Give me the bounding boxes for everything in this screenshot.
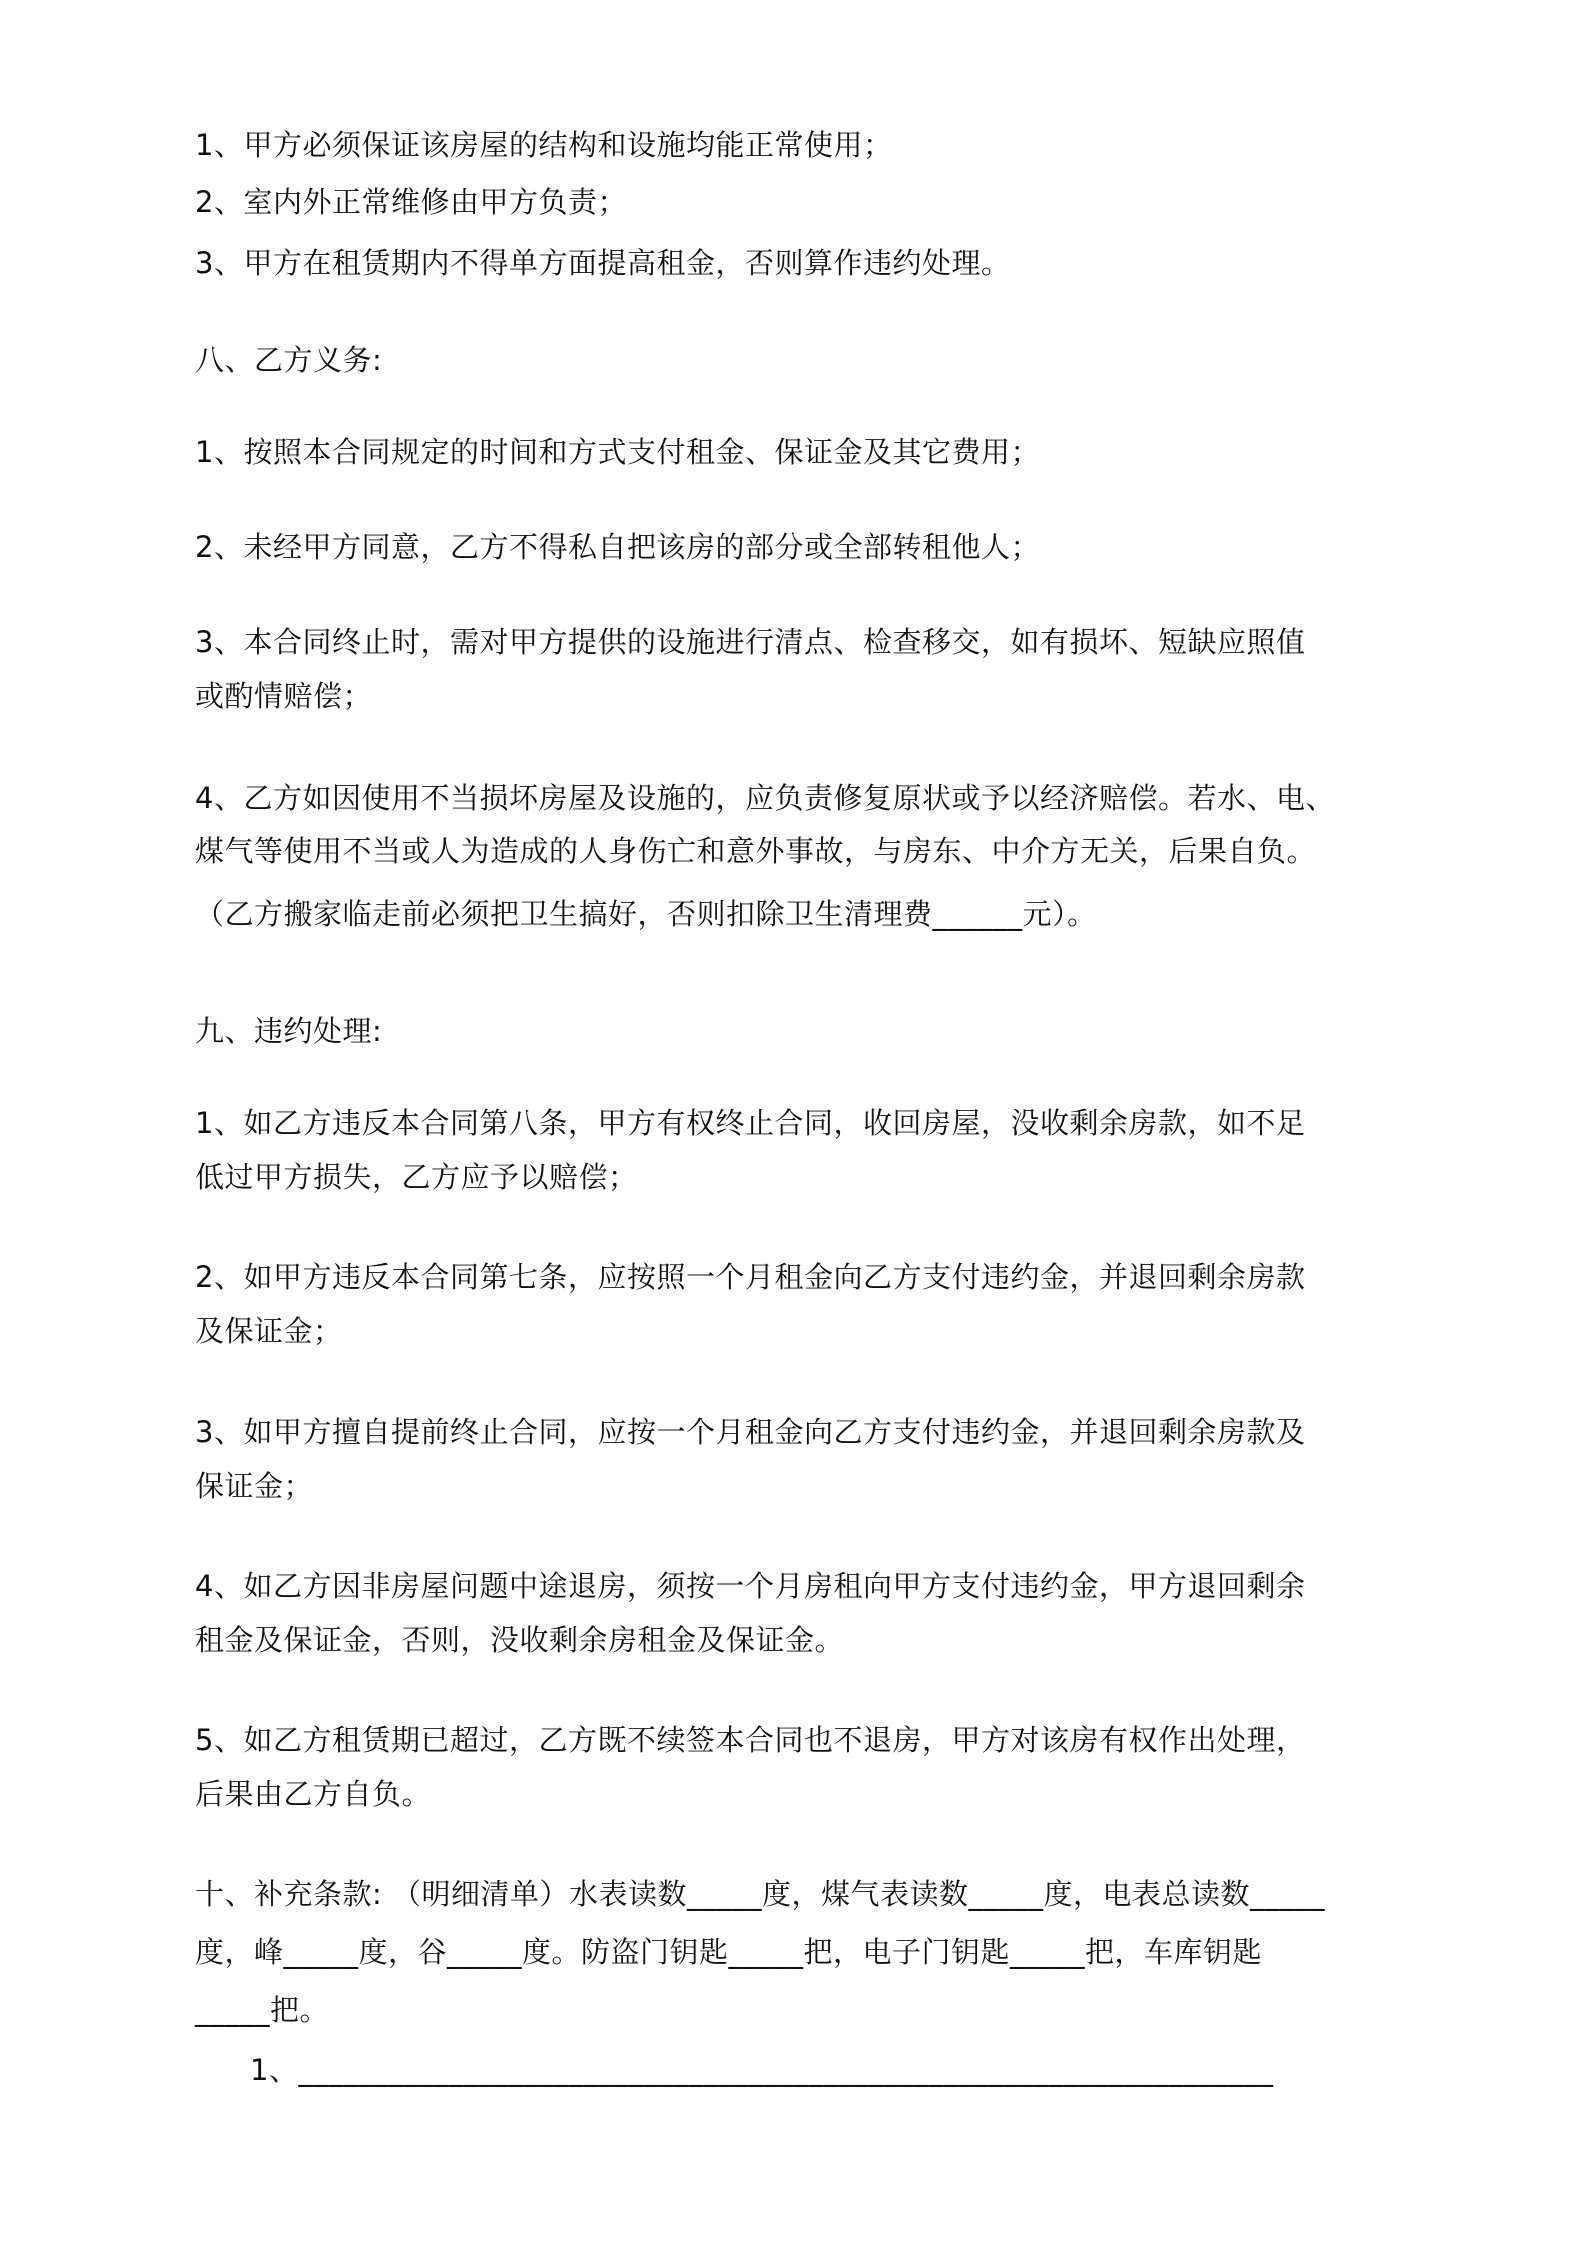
section9-item-2-line-1: 2、如甲方违反本合同第七条，应按照一个月租金向乙方支付违约金，并退回剩余房款 <box>195 1260 1306 1294</box>
section9-item-3-line-2: 保证金； <box>195 1469 314 1503</box>
section9-item-3-line-1: 3、如甲方擅自提前终止合同，应按一个月租金向乙方支付违约金，并退回剩余房款及 <box>195 1415 1306 1449</box>
section9-item-5-line-1: 5、如乙方租赁期已超过，乙方既不续签本合同也不退房，甲方对该房有权作出处理， <box>195 1723 1306 1757</box>
section10-line-1: 十、补充条款: （明细清单）水表读数_____度，煤气表读数_____度，电表总读数_____ <box>195 1877 1325 1911</box>
section9-item-4-line-2: 租金及保证金，否则，没收剩余房租金及保证金。 <box>195 1623 845 1657</box>
section8-item-3-line-2: 或酌情赔偿； <box>195 679 373 713</box>
section10-item-1-blank: 1、_________________________________________________________________ <box>250 2053 1274 2087</box>
section9-item-1-line-2: 低过甲方损失，乙方应予以赔偿； <box>195 1160 638 1194</box>
section8-item-2: 2、未经甲方同意，乙方不得私自把该房的部分或全部转租他人； <box>195 530 1040 564</box>
section8-item-3-line-1: 3、本合同终止时，需对甲方提供的设施进行清点、检查移交，如有损坏、短缺应照值 <box>195 625 1306 659</box>
section10-line-3: _____把。 <box>195 1993 330 2027</box>
article7-item-2: 2、室内外正常维修由甲方负责； <box>195 185 627 219</box>
section9-item-2-line-2: 及保证金； <box>195 1314 343 1348</box>
section9-heading: 九、违约处理: <box>195 1014 383 1048</box>
section8-item-4-line-3: （乙方搬家临走前必须把卫生搞好，否则扣除卫生清理费______元）。 <box>195 897 1097 931</box>
section9-item-1-line-1: 1、如乙方违反本合同第八条，甲方有权终止合同，收回房屋，没收剩余房款，如不足 <box>195 1106 1306 1140</box>
article7-item-3: 3、甲方在租赁期内不得单方面提高租金，否则算作违约处理。 <box>195 246 1011 280</box>
section8-heading: 八、乙方义务: <box>195 343 383 377</box>
section8-item-1: 1、按照本合同规定的时间和方式支付租金、保证金及其它费用； <box>195 435 1040 469</box>
article7-item-1: 1、甲方必须保证该房屋的结构和设施均能正常使用； <box>195 128 893 162</box>
section10-line-2: 度，峰_____度，谷_____度。防盗门钥匙_____把，电子门钥匙_____把，车库钥匙 <box>195 1935 1263 1969</box>
section8-item-4-line-2: 煤气等使用不当或人为造成的人身伤亡和意外事故，与房东、中介方无关，后果自负。 <box>195 834 1317 868</box>
section8-item-4-line-1: 4、乙方如因使用不当损坏房屋及设施的，应负责修复原状或予以经济赔偿。若水、电、 <box>195 781 1335 815</box>
section9-item-4-line-1: 4、如乙方因非房屋问题中途退房，须按一个月房租向甲方支付违约金，甲方退回剩余 <box>195 1569 1306 1603</box>
section9-item-5-line-2: 后果由乙方自负。 <box>195 1777 432 1811</box>
